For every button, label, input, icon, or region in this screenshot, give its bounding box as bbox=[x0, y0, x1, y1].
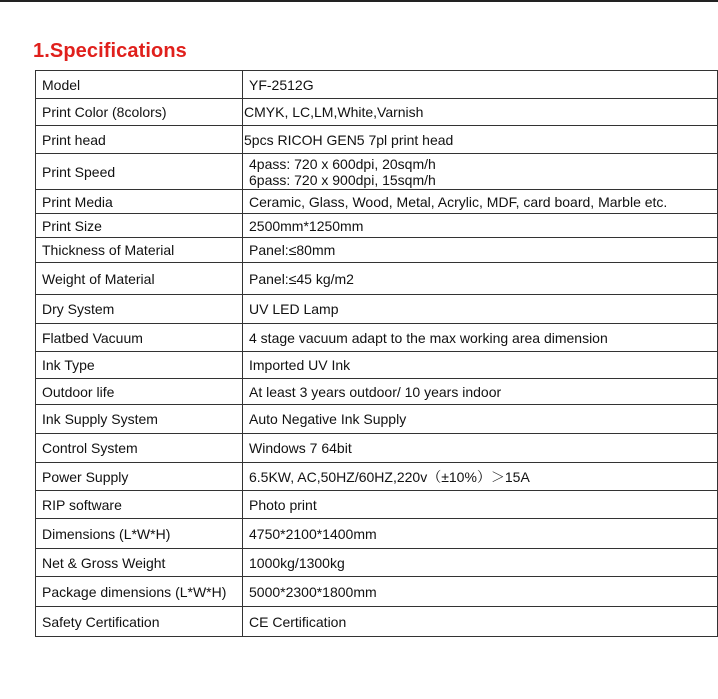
specifications-table bbox=[35, 70, 718, 637]
spec-value: Panel:≤80mm bbox=[243, 238, 718, 263]
spec-label: Dimensions (L*W*H) bbox=[36, 519, 243, 549]
spec-value: At least 3 years outdoor/ 10 years indoor bbox=[243, 379, 718, 405]
spec-value: 4 stage vacuum adapt to the max working area dimension bbox=[243, 324, 718, 352]
spec-row-net-gross-weight bbox=[36, 549, 718, 577]
spec-label: Weight of Material bbox=[36, 263, 243, 295]
spec-row-print-media bbox=[36, 190, 718, 214]
spec-row-model bbox=[36, 71, 718, 99]
spec-row-print-speed bbox=[36, 154, 718, 190]
spec-row-print-size bbox=[36, 214, 718, 238]
spec-row-rip-software bbox=[36, 491, 718, 519]
spec-row-ink-supply bbox=[36, 405, 718, 434]
spec-row-package-dimensions bbox=[36, 577, 718, 607]
spec-value: YF-2512G bbox=[243, 71, 718, 99]
spec-value: Photo print bbox=[243, 491, 718, 519]
spec-row-ink-type bbox=[36, 352, 718, 379]
spec-value: CE Certification bbox=[243, 607, 718, 637]
spec-label: Print head bbox=[36, 126, 243, 154]
spec-label: Ink Supply System bbox=[36, 405, 243, 434]
spec-label: Flatbed Vacuum bbox=[36, 324, 243, 352]
spec-value: Ceramic, Glass, Wood, Metal, Acrylic, MDF, card board, Marble etc. bbox=[243, 190, 718, 214]
spec-value: Windows 7 64bit bbox=[243, 434, 718, 463]
spec-label: Ink Type bbox=[36, 352, 243, 379]
top-divider bbox=[0, 0, 718, 2]
spec-row-power-supply bbox=[36, 463, 718, 491]
spec-value: 2500mm*1250mm bbox=[243, 214, 718, 238]
spec-label: Safety Certification bbox=[36, 607, 243, 637]
spec-row-thickness bbox=[36, 238, 718, 263]
spec-value: UV LED Lamp bbox=[243, 295, 718, 324]
spec-value: CMYK, LC,LM,White,Varnish bbox=[243, 99, 718, 126]
spec-value: 5000*2300*1800mm bbox=[243, 577, 718, 607]
spec-label: Dry System bbox=[36, 295, 243, 324]
spec-label: Print Speed bbox=[36, 154, 243, 190]
spec-row-control-system bbox=[36, 434, 718, 463]
spec-value: 1000kg/1300kg bbox=[243, 549, 718, 577]
spec-value: Panel:≤45 kg/m2 bbox=[243, 263, 718, 295]
spec-label: Control System bbox=[36, 434, 243, 463]
spec-value-line: 4pass: 720 x 600dpi, 20sqm/h bbox=[249, 155, 436, 172]
spec-label: RIP software bbox=[36, 491, 243, 519]
spec-value-line: 6pass: 720 x 900dpi, 15sqm/h bbox=[249, 171, 436, 188]
spec-value: Auto Negative Ink Supply bbox=[243, 405, 718, 434]
spec-value: 6.5KW, AC,50HZ/60HZ,220v（±10%）＞15A bbox=[243, 463, 718, 491]
spec-value: Imported UV Ink bbox=[243, 352, 718, 379]
spec-label: Print Media bbox=[36, 190, 243, 214]
spec-row-safety-certification bbox=[36, 607, 718, 637]
spec-row-dimensions bbox=[36, 519, 718, 549]
spec-value: 4750*2100*1400mm bbox=[243, 519, 718, 549]
spec-label: Net & Gross Weight bbox=[36, 549, 243, 577]
spec-row-dry-system bbox=[36, 295, 718, 324]
spec-row-outdoor-life bbox=[36, 379, 718, 405]
section-title: 1.Specifications bbox=[33, 40, 187, 62]
spec-row-print-color bbox=[36, 99, 718, 126]
spec-label: Model bbox=[36, 71, 243, 99]
spec-row-print-head bbox=[36, 126, 718, 154]
spec-label: Print Color (8colors) bbox=[36, 99, 243, 126]
spec-label: Power Supply bbox=[36, 463, 243, 491]
spec-label: Thickness of Material bbox=[36, 238, 243, 263]
spec-value bbox=[243, 154, 718, 190]
spec-row-weight bbox=[36, 263, 718, 295]
spec-value: 5pcs RICOH GEN5 7pl print head bbox=[243, 126, 718, 154]
spec-label: Outdoor life bbox=[36, 379, 243, 405]
spec-label: Package dimensions (L*W*H) bbox=[36, 577, 243, 607]
spec-label: Print Size bbox=[36, 214, 243, 238]
spec-row-flatbed-vacuum bbox=[36, 324, 718, 352]
